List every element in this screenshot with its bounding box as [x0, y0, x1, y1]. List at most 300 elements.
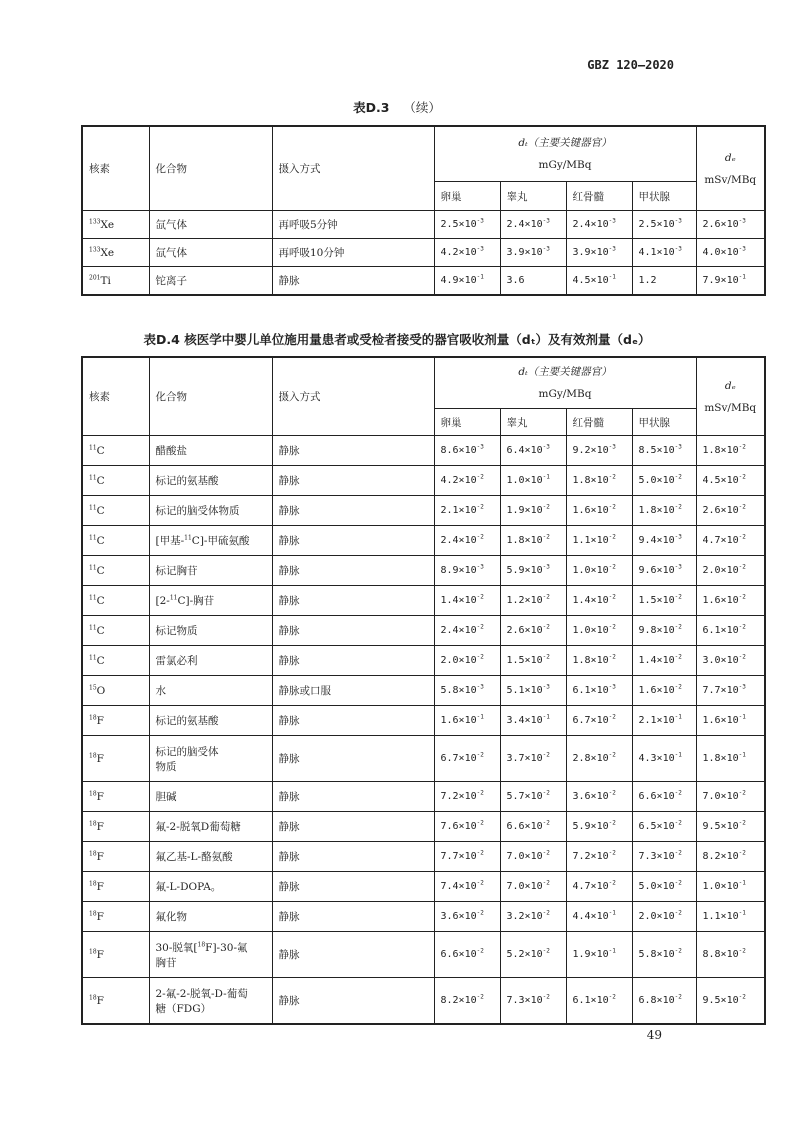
effective-dose-mantissa: 1.1×10 — [702, 911, 739, 922]
red-marrow-dose-exponent: -2 — [608, 849, 616, 857]
ovary-dose-exponent: -3 — [476, 245, 484, 253]
effective-dose-mantissa: 3.0×10 — [702, 655, 739, 666]
effective-dose-cell — [696, 526, 765, 556]
red-marrow-dose-mantissa: 1.9×10 — [572, 949, 609, 960]
ovary-dose-exponent: -2 — [476, 819, 484, 827]
effective-dose-cell — [696, 646, 765, 676]
intake-cell: 静脉 — [272, 706, 434, 736]
ovary-dose-exponent: -2 — [476, 789, 484, 797]
ovary-dose-exponent: -2 — [476, 653, 484, 661]
ovary-dose-cell — [434, 239, 500, 267]
ovary-dose-cell — [434, 842, 500, 872]
testis-dose-cell — [500, 706, 566, 736]
testis-dose-cell — [500, 211, 566, 239]
nuclide-cell — [82, 466, 149, 496]
element-symbol: F — [96, 994, 104, 1007]
thyroid-dose-exponent: -2 — [674, 683, 682, 691]
header-nuclide: 核素 — [82, 126, 149, 211]
red-marrow-dose-mantissa: 6.7×10 — [572, 715, 609, 726]
effective-dose-cell — [696, 466, 765, 496]
testis-dose-exponent: -2 — [542, 879, 550, 887]
effective-dose-mantissa: 1.6×10 — [702, 715, 739, 726]
testis-dose-cell — [500, 842, 566, 872]
table-d4 — [81, 356, 766, 1025]
red-marrow-dose-exponent: -1 — [608, 273, 616, 281]
mass-number: 133 — [89, 218, 101, 225]
red-marrow-dose-mantissa: 1.8×10 — [572, 655, 609, 666]
intake-cell: 静脉 — [272, 932, 434, 978]
ovary-dose-mantissa: 4.2×10 — [440, 247, 477, 258]
red-marrow-dose-cell — [566, 932, 632, 978]
testis-dose-mantissa: 5.9×10 — [506, 565, 543, 576]
red-marrow-dose-mantissa: 5.9×10 — [572, 821, 609, 832]
table-row — [82, 842, 765, 872]
ovary-dose-mantissa: 5.8×10 — [440, 685, 477, 696]
element-symbol: C — [96, 564, 105, 577]
thyroid-dose-exponent: -2 — [674, 879, 682, 887]
thyroid-dose-exponent: -2 — [674, 789, 682, 797]
testis-dose-mantissa: 6.6×10 — [506, 821, 543, 832]
ovary-dose-exponent: -3 — [476, 443, 484, 451]
ovary-dose-mantissa: 1.6×10 — [440, 715, 477, 726]
thyroid-dose-mantissa: 6.6×10 — [638, 791, 675, 802]
testis-dose-exponent: -2 — [542, 993, 550, 1001]
compound-name: 胆碱 — [155, 791, 177, 803]
testis-dose-mantissa: 3.2×10 — [506, 911, 543, 922]
red-marrow-dose-cell — [566, 902, 632, 932]
mass-number: 11 — [89, 534, 97, 541]
red-marrow-dose-mantissa: 9.2×10 — [572, 445, 609, 456]
red-marrow-dose-exponent: -2 — [608, 713, 616, 721]
thyroid-dose-exponent: -2 — [674, 819, 682, 827]
red-marrow-dose-exponent: -2 — [608, 789, 616, 797]
element-symbol: Xe — [100, 246, 115, 259]
thyroid-dose-cell — [632, 526, 696, 556]
mass-number: 11 — [89, 474, 97, 481]
table-row — [82, 782, 765, 812]
effective-dose-exponent: -1 — [738, 879, 746, 887]
header-organ-testis: 睾丸 — [500, 182, 566, 211]
testis-dose-exponent: -3 — [542, 443, 550, 451]
compound-prefix: [2- — [155, 595, 170, 607]
effective-dose-cell — [696, 978, 765, 1025]
thyroid-dose-exponent: -2 — [674, 993, 682, 1001]
testis-dose-exponent: -1 — [542, 713, 550, 721]
mass-number: 18 — [89, 910, 97, 917]
ovary-dose-exponent: -2 — [476, 879, 484, 887]
effective-dose-cell — [696, 706, 765, 736]
effective-dose-mantissa: 2.0×10 — [702, 565, 739, 576]
red-marrow-dose-mantissa: 1.4×10 — [572, 595, 609, 606]
element-symbol: F — [96, 752, 104, 765]
testis-dose-exponent: -2 — [542, 623, 550, 631]
table-d3-continued: （续） — [403, 100, 441, 115]
effective-dose-mantissa: 4.0×10 — [702, 247, 739, 258]
table-row — [82, 211, 765, 239]
thyroid-dose-cell — [632, 676, 696, 706]
thyroid-dose-mantissa: 8.5×10 — [638, 445, 675, 456]
intake-cell: 静脉 — [272, 782, 434, 812]
testis-dose-exponent: -2 — [542, 849, 550, 857]
red-marrow-dose-cell — [566, 211, 632, 239]
red-marrow-dose-cell — [566, 676, 632, 706]
compound-line-1: 2-氟-2-脱氧-D-葡萄 — [155, 987, 248, 1000]
mass-number: 15 — [89, 684, 97, 691]
element-symbol: F — [96, 948, 104, 961]
testis-dose-mantissa: 7.0×10 — [506, 881, 543, 892]
thyroid-dose-mantissa: 4.1×10 — [638, 247, 675, 258]
thyroid-dose-mantissa: 6.5×10 — [638, 821, 675, 832]
ovary-dose-cell — [434, 267, 500, 296]
thyroid-dose-cell — [632, 211, 696, 239]
red-marrow-dose-cell — [566, 616, 632, 646]
compound-cell — [149, 436, 272, 466]
intake-cell: 静脉 — [272, 736, 434, 782]
testis-dose-mantissa: 5.1×10 — [506, 685, 543, 696]
intake-cell: 静脉 — [272, 978, 434, 1025]
testis-dose-cell — [500, 902, 566, 932]
effective-dose-cell — [696, 932, 765, 978]
compound-cell — [149, 211, 272, 239]
effective-dose-mantissa: 7.9×10 — [702, 275, 739, 286]
testis-dose-mantissa: 3.4×10 — [506, 715, 543, 726]
thyroid-dose-cell — [632, 932, 696, 978]
ovary-dose-cell — [434, 586, 500, 616]
thyroid-dose-exponent: -2 — [674, 473, 682, 481]
header-dt-title: dₜ（主要关键器官） — [518, 366, 612, 378]
testis-dose-mantissa: 5.2×10 — [506, 949, 543, 960]
testis-dose-exponent: -1 — [542, 473, 550, 481]
thyroid-dose-exponent: -2 — [674, 947, 682, 955]
ovary-dose-mantissa: 7.4×10 — [440, 881, 477, 892]
testis-dose-cell — [500, 466, 566, 496]
testis-dose-cell — [500, 782, 566, 812]
header-organ-ovary: 卵巢 — [434, 409, 500, 436]
compound-cell — [149, 812, 272, 842]
ovary-dose-mantissa: 7.6×10 — [440, 821, 477, 832]
thyroid-dose-exponent: -3 — [674, 245, 682, 253]
nuclide-cell — [82, 616, 149, 646]
compound-name: 醋酸盐 — [155, 445, 187, 457]
mass-number: 18 — [89, 994, 97, 1001]
intake-cell: 静脉 — [272, 646, 434, 676]
compound-cell — [149, 526, 272, 556]
table-d3-caption — [0, 98, 794, 116]
thyroid-dose-mantissa: 5.0×10 — [638, 881, 675, 892]
nuclide-cell — [82, 526, 149, 556]
nuclide-cell — [82, 872, 149, 902]
effective-dose-mantissa: 8.8×10 — [702, 949, 739, 960]
effective-dose-mantissa: 8.2×10 — [702, 851, 739, 862]
mass-number: 18 — [89, 714, 97, 721]
compound-cell — [149, 782, 272, 812]
ovary-dose-mantissa: 7.7×10 — [440, 851, 477, 862]
thyroid-dose-cell — [632, 872, 696, 902]
ovary-dose-cell — [434, 211, 500, 239]
red-marrow-dose-cell — [566, 466, 632, 496]
table-row — [82, 872, 765, 902]
effective-dose-cell — [696, 267, 765, 296]
testis-dose-mantissa: 1.8×10 — [506, 535, 543, 546]
header-dt-title: dₜ（主要关键器官） — [518, 137, 612, 149]
table-d3 — [81, 125, 766, 296]
effective-dose-exponent: -1 — [738, 751, 746, 759]
testis-dose-mantissa: 2.6×10 — [506, 625, 543, 636]
nuclide-cell — [82, 267, 149, 296]
testis-dose-cell — [500, 496, 566, 526]
effective-dose-exponent: -2 — [738, 623, 746, 631]
ovary-dose-cell — [434, 978, 500, 1025]
effective-dose-mantissa: 1.8×10 — [702, 753, 739, 764]
ovary-dose-mantissa: 2.0×10 — [440, 655, 477, 666]
nuclide-cell — [82, 902, 149, 932]
nuclide-cell — [82, 646, 149, 676]
effective-dose-mantissa: 1.8×10 — [702, 445, 739, 456]
ovary-dose-exponent: -3 — [476, 217, 484, 225]
nuclide-cell — [82, 211, 149, 239]
effective-dose-mantissa: 9.5×10 — [702, 995, 739, 1006]
thyroid-dose-cell — [632, 616, 696, 646]
ovary-dose-exponent: -2 — [476, 503, 484, 511]
nuclide-cell — [82, 842, 149, 872]
red-marrow-dose-mantissa: 1.1×10 — [572, 535, 609, 546]
ovary-dose-cell — [434, 706, 500, 736]
testis-dose-exponent: -2 — [542, 909, 550, 917]
effective-dose-cell — [696, 872, 765, 902]
nuclide-cell — [82, 436, 149, 466]
testis-dose-exponent: -2 — [542, 947, 550, 955]
mass-number: 18 — [89, 752, 97, 759]
red-marrow-dose-exponent: -2 — [608, 533, 616, 541]
testis-dose-exponent: -2 — [542, 533, 550, 541]
effective-dose-mantissa: 2.6×10 — [702, 219, 739, 230]
intake-cell: 静脉 — [272, 526, 434, 556]
effective-dose-cell — [696, 239, 765, 267]
red-marrow-dose-mantissa: 4.7×10 — [572, 881, 609, 892]
testis-dose-mantissa: 5.7×10 — [506, 791, 543, 802]
compound-name: 氟化物 — [155, 911, 187, 923]
header-organ-dose — [434, 126, 696, 182]
red-marrow-dose-exponent: -3 — [608, 683, 616, 691]
compound-cell — [149, 932, 272, 978]
red-marrow-dose-cell — [566, 436, 632, 466]
ovary-dose-cell — [434, 932, 500, 978]
effective-dose-exponent: -2 — [738, 563, 746, 571]
table-row — [82, 812, 765, 842]
thyroid-dose-cell — [632, 902, 696, 932]
mass-number: 11 — [89, 504, 97, 511]
red-marrow-dose-mantissa: 3.9×10 — [572, 247, 609, 258]
red-marrow-dose-exponent: -2 — [608, 879, 616, 887]
header-intake: 摄入方式 — [272, 126, 434, 211]
nuclide-cell — [82, 676, 149, 706]
red-marrow-dose-cell — [566, 706, 632, 736]
red-marrow-dose-mantissa: 1.8×10 — [572, 475, 609, 486]
red-marrow-dose-cell — [566, 782, 632, 812]
ovary-dose-exponent: -2 — [476, 623, 484, 631]
element-symbol: Ti — [100, 274, 111, 287]
red-marrow-dose-exponent: -2 — [608, 563, 616, 571]
mass-number: 18 — [89, 820, 97, 827]
mass-number: 11 — [89, 624, 97, 631]
thyroid-dose-exponent: -1 — [674, 751, 682, 759]
intake-cell: 静脉 — [272, 842, 434, 872]
compound-mass-number: 18 — [197, 941, 206, 948]
testis-dose-exponent: -3 — [542, 683, 550, 691]
red-marrow-dose-mantissa: 2.8×10 — [572, 753, 609, 764]
mass-number: 18 — [89, 948, 97, 955]
thyroid-dose-cell — [632, 782, 696, 812]
red-marrow-dose-cell — [566, 872, 632, 902]
thyroid-dose-cell — [632, 556, 696, 586]
compound-name: 铊离子 — [155, 275, 187, 287]
thyroid-dose-mantissa: 9.8×10 — [638, 625, 675, 636]
ovary-dose-mantissa: 2.4×10 — [440, 535, 477, 546]
testis-dose-cell — [500, 736, 566, 782]
nuclide-cell — [82, 978, 149, 1025]
testis-dose-cell — [500, 556, 566, 586]
compound-mass-number: 11 — [169, 594, 178, 602]
testis-dose-cell — [500, 436, 566, 466]
red-marrow-dose-exponent: -1 — [608, 947, 616, 955]
header-organ-thyroid: 甲状腺 — [632, 409, 696, 436]
table-row — [82, 932, 765, 978]
testis-dose-mantissa: 7.0×10 — [506, 851, 543, 862]
testis-dose-mantissa: 1.0×10 — [506, 475, 543, 486]
testis-dose-mantissa: 7.3×10 — [506, 995, 543, 1006]
mass-number: 11 — [89, 444, 97, 451]
testis-dose-exponent: -3 — [542, 217, 550, 225]
effective-dose-exponent: -2 — [738, 947, 746, 955]
thyroid-dose-mantissa: 2.0×10 — [638, 911, 675, 922]
nuclide-cell — [82, 812, 149, 842]
effective-dose-mantissa: 4.5×10 — [702, 475, 739, 486]
mass-number: 201 — [89, 274, 101, 281]
effective-dose-exponent: -2 — [738, 443, 746, 451]
thyroid-dose-cell — [632, 978, 696, 1025]
header-effective-dose — [696, 126, 765, 211]
effective-dose-exponent: -3 — [738, 683, 746, 691]
ovary-dose-exponent: -2 — [476, 993, 484, 1001]
table-row — [82, 239, 765, 267]
red-marrow-dose-mantissa: 7.2×10 — [572, 851, 609, 862]
effective-dose-cell — [696, 842, 765, 872]
compound-cell — [149, 239, 272, 267]
table-row — [82, 902, 765, 932]
effective-dose-exponent: -2 — [738, 473, 746, 481]
red-marrow-dose-exponent: -2 — [608, 653, 616, 661]
table-row — [82, 496, 765, 526]
compound-cell — [149, 978, 272, 1025]
intake-cell: 静脉 — [272, 436, 434, 466]
mass-number: 133 — [89, 246, 101, 253]
header-organ-thyroid: 甲状腺 — [632, 182, 696, 211]
compound-cell — [149, 646, 272, 676]
ovary-dose-cell — [434, 466, 500, 496]
intake-cell: 静脉 — [272, 616, 434, 646]
ovary-dose-exponent: -2 — [476, 947, 484, 955]
ovary-dose-cell — [434, 676, 500, 706]
thyroid-dose-mantissa: 1.6×10 — [638, 685, 675, 696]
compound-name: 标记胸苷 — [155, 565, 198, 577]
thyroid-dose-mantissa: 1.5×10 — [638, 595, 675, 606]
thyroid-dose-cell — [632, 436, 696, 466]
element-symbol: C — [96, 504, 105, 517]
effective-dose-mantissa: 4.7×10 — [702, 535, 739, 546]
effective-dose-exponent: -1 — [738, 273, 746, 281]
compound-name: 雷氯必利 — [155, 655, 198, 667]
thyroid-dose-cell — [632, 267, 696, 296]
element-symbol: C — [96, 474, 105, 487]
intake-cell: 静脉或口服 — [272, 676, 434, 706]
compound-suffix: C]-胸苷 — [177, 595, 215, 607]
testis-dose-exponent: -3 — [542, 245, 550, 253]
compound-cell — [149, 616, 272, 646]
ovary-dose-cell — [434, 496, 500, 526]
ovary-dose-cell — [434, 436, 500, 466]
red-marrow-dose-exponent: -2 — [608, 751, 616, 759]
testis-dose-cell — [500, 978, 566, 1025]
effective-dose-mantissa: 7.7×10 — [702, 685, 739, 696]
thyroid-dose-mantissa: 9.4×10 — [638, 535, 675, 546]
red-marrow-dose-mantissa: 2.4×10 — [572, 219, 609, 230]
ovary-dose-mantissa: 8.6×10 — [440, 445, 477, 456]
mass-number: 11 — [89, 594, 97, 601]
table-row — [82, 267, 765, 296]
ovary-dose-mantissa: 6.7×10 — [440, 753, 477, 764]
thyroid-dose-mantissa: 6.8×10 — [638, 995, 675, 1006]
nuclide-cell — [82, 239, 149, 267]
red-marrow-dose-cell — [566, 239, 632, 267]
compound-cell — [149, 736, 272, 782]
nuclide-cell — [82, 782, 149, 812]
header-de-title: dₑ — [724, 379, 736, 392]
red-marrow-dose-exponent: -2 — [608, 473, 616, 481]
thyroid-dose-cell — [632, 842, 696, 872]
red-marrow-dose-mantissa: 4.5×10 — [572, 275, 609, 286]
effective-dose-exponent: -2 — [738, 789, 746, 797]
testis-dose-exponent: -2 — [542, 789, 550, 797]
effective-dose-exponent: -2 — [738, 849, 746, 857]
testis-dose-cell — [500, 932, 566, 978]
thyroid-dose-exponent: -2 — [674, 593, 682, 601]
nuclide-cell — [82, 736, 149, 782]
ovary-dose-exponent: -2 — [476, 909, 484, 917]
element-symbol: C — [96, 594, 105, 607]
thyroid-dose-cell — [632, 466, 696, 496]
testis-dose-exponent: -2 — [542, 503, 550, 511]
header-organ-red-marrow: 红骨髓 — [566, 182, 632, 211]
compound-suffix: F]-30-氟 — [205, 941, 248, 954]
element-symbol: O — [96, 684, 106, 697]
testis-dose-mantissa: 1.5×10 — [506, 655, 543, 666]
effective-dose-exponent: -2 — [738, 819, 746, 827]
red-marrow-dose-cell — [566, 842, 632, 872]
ovary-dose-mantissa: 8.2×10 — [440, 995, 477, 1006]
thyroid-dose-exponent: -2 — [674, 909, 682, 917]
testis-dose-exponent: -3 — [542, 563, 550, 571]
element-symbol: C — [96, 624, 105, 637]
compound-cell — [149, 902, 272, 932]
mass-number: 11 — [89, 654, 97, 661]
ovary-dose-mantissa: 2.4×10 — [440, 625, 477, 636]
element-symbol: F — [96, 880, 104, 893]
nuclide-cell — [82, 586, 149, 616]
mass-number: 18 — [89, 790, 97, 797]
testis-dose-cell — [500, 646, 566, 676]
effective-dose-mantissa: 9.5×10 — [702, 821, 739, 832]
effective-dose-cell — [696, 556, 765, 586]
